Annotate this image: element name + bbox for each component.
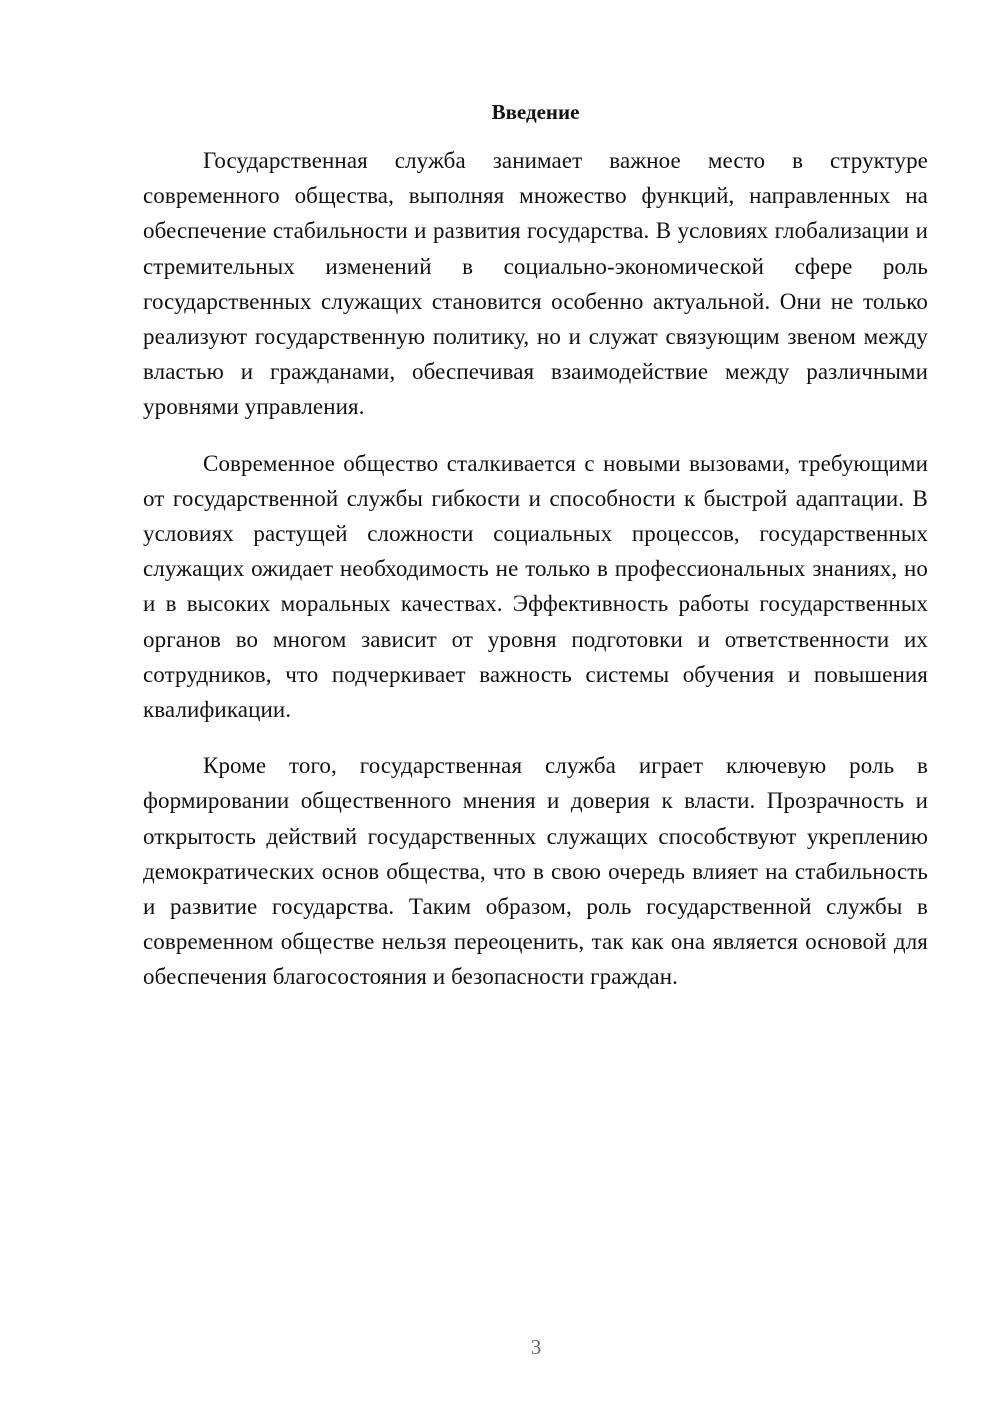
section-title: Введение bbox=[491, 100, 580, 124]
document-body bbox=[143, 143, 928, 1016]
paragraph-2: Современное общество сталкивается с новыми вызовами, требующими от государственной службы гибкости и способности к быстрой адаптации. В условиях растущей сложности социальных процессов, государственных служащих ожидает необходимость не только в профессиональных знаниях, но и в высоких моральных качествах. Эффективность работы государственных органов во многом зависит от уровня подготовки и ответственности их сотрудников, что подчеркивает важность системы обучения и повышения квалификации. bbox=[143, 450, 928, 723]
paragraph-3: Кроме того, государственная служба играет ключевую роль в формировании общественного мнения и доверия к власти. Прозрачность и открытость действий государственных служащих способствуют укреплению демократических основ общества, что в свою очередь влияет на стабильность и развитие государства. Таким образом, роль государственной службы в современном обществе нельзя переоценить, так как она является основой для обеспечения благосостояния и безопасности граждан. bbox=[143, 753, 928, 990]
paragraph-1: Государственная служба занимает важное место в структуре современного общества, выполняя множество функций, направленных на обеспечение стабильности и развития государства. В условиях глобализации и стремительных изменений в социально-экономической сфере роль государственных служащих становится особенно актуальной. Они не только реализуют государственную политику, но и служат связующим звеном между властью и гражданами, обеспечивая взаимодействие между различными уровнями управления. bbox=[143, 148, 928, 420]
page-number: 3 bbox=[530, 1335, 542, 1359]
